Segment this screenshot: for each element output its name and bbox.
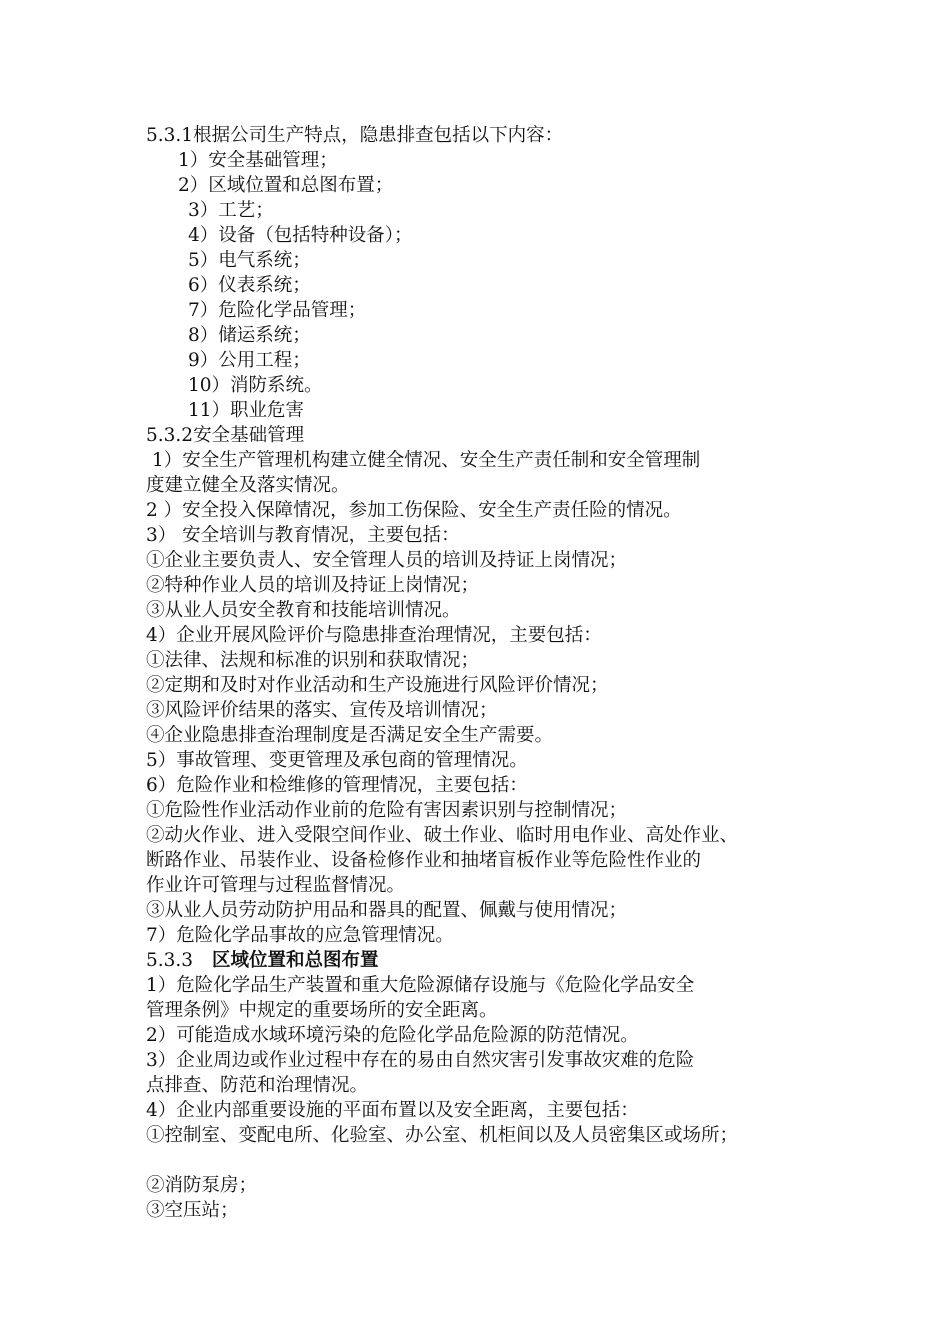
section-5-3-3-heading: 区域位置和总图布置 bbox=[212, 950, 379, 971]
paragraph-line: 2 ）安全投入保障情况，参加工伤保险、安全生产责任险的情况。 bbox=[146, 500, 682, 521]
paragraph-line: ①企业主要负责人、安全管理人员的培训及持证上岗情况； bbox=[146, 550, 628, 571]
list-item: 4）设备（包括特种设备）； bbox=[188, 225, 413, 246]
list-item: 7）危险化学品管理； bbox=[188, 300, 367, 321]
paragraph-line: ①危险性作业活动作业前的危险有害因素识别与控制情况； bbox=[146, 800, 628, 821]
paragraph-line: 点排查、防范和治理情况。 bbox=[146, 1075, 369, 1096]
paragraph-line: 1）危险化学品生产装置和重大危险源储存设施与《危险化学品安全 bbox=[146, 975, 695, 996]
list-item: 3）工艺； bbox=[188, 200, 274, 221]
list-item: 9）公用工程； bbox=[188, 350, 311, 371]
paragraph-line: ②动火作业、进入受限空间作业、破土作业、临时用电作业、高处作业、 bbox=[146, 825, 739, 846]
paragraph-line: 6）危险作业和检维修的管理情况，主要包括： bbox=[146, 775, 528, 796]
paragraph-line: 3）企业周边或作业过程中存在的易由自然灾害引发事故灾难的危险 bbox=[146, 1050, 695, 1071]
list-item: 2）区域位置和总图布置； bbox=[178, 175, 394, 196]
section-5-3-3-number: 5.3.3 bbox=[146, 950, 194, 971]
paragraph-line: 3） 安全培训与教育情况，主要包括： bbox=[146, 525, 460, 546]
list-item: 1）安全基础管理； bbox=[178, 150, 338, 171]
paragraph-line: 断路作业、吊装作业、设备检修作业和抽堵盲板作业等危险性作业的 bbox=[146, 850, 702, 871]
paragraph-line: 4）企业开展风险评价与隐患排查治理情况，主要包括： bbox=[146, 625, 602, 646]
list-item: 10）消防系统。 bbox=[188, 375, 323, 396]
list-item: 5）电气系统； bbox=[188, 250, 311, 271]
paragraph-line: ③从业人员劳动防护用品和器具的配置、佩戴与使用情况； bbox=[146, 900, 628, 921]
list-item: 11）职业危害 bbox=[188, 400, 305, 421]
paragraph-line: ②定期和及时对作业活动和生产设施进行风险评价情况； bbox=[146, 675, 609, 696]
list-item: 6）仪表系统； bbox=[188, 275, 311, 296]
paragraph-line: 1）安全生产管理机构建立健全情况、安全生产责任制和安全管理制 bbox=[152, 450, 701, 471]
section-5-3-1-intro: 5.3.1根据公司生产特点，隐患排查包括以下内容： bbox=[146, 125, 564, 146]
paragraph-line: ③风险评价结果的落实、宣传及培训情况； bbox=[146, 700, 498, 721]
paragraph-line: 度建立健全及落实情况。 bbox=[146, 475, 350, 496]
paragraph-line: ①法律、法规和标准的识别和获取情况； bbox=[146, 650, 480, 671]
list-item: 8）储运系统； bbox=[188, 325, 311, 346]
section-5-3-2-heading: 5.3.2安全基础管理 bbox=[146, 425, 305, 446]
paragraph-line: ③空压站； bbox=[146, 1200, 239, 1221]
paragraph-line: 5）事故管理、变更管理及承包商的管理情况。 bbox=[146, 750, 528, 771]
paragraph-line: ①控制室、变配电所、化验室、办公室、机柜间以及人员密集区或场所； bbox=[146, 1125, 739, 1146]
paragraph-line: ②消防泵房； bbox=[146, 1175, 258, 1196]
paragraph-line: 管理条例》中规定的重要场所的安全距离。 bbox=[146, 1000, 498, 1021]
paragraph-line: 2）可能造成水域环境污染的危险化学品危险源的防范情况。 bbox=[146, 1025, 639, 1046]
paragraph-line: 4）企业内部重要设施的平面布置以及安全距离，主要包括： bbox=[146, 1100, 639, 1121]
paragraph-line: 作业许可管理与过程监督情况。 bbox=[146, 875, 406, 896]
paragraph-line: 7）危险化学品事故的应急管理情况。 bbox=[146, 925, 454, 946]
paragraph-line: ④企业隐患排查治理制度是否满足安全生产需要。 bbox=[146, 725, 554, 746]
paragraph-line: ③从业人员安全教育和技能培训情况。 bbox=[146, 600, 461, 621]
paragraph-line: ②特种作业人员的培训及持证上岗情况； bbox=[146, 575, 480, 596]
